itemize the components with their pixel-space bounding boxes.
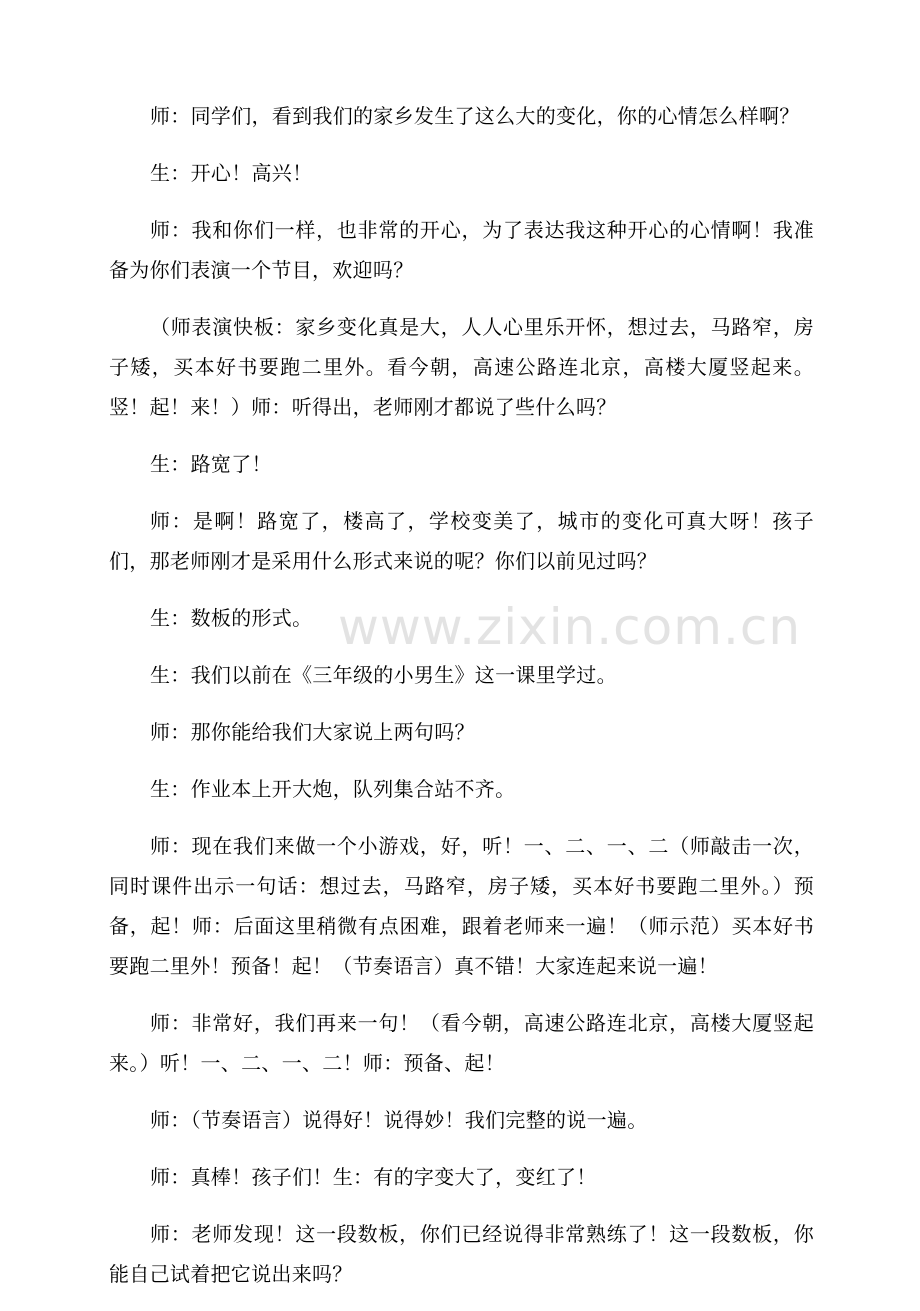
paragraph-5: 生：路宽了！ bbox=[150, 452, 272, 476]
paragraph-10: 生：作业本上开大炮，队列集合站不齐。 bbox=[150, 777, 516, 801]
paragraph-4: （师表演快板：家乡变化真是大，人人心里乐开怀，想过去，马路窄，房子矮，买本好书要跑二里外。看今朝，高速公路连北京，高楼大厦竖起来。竖！起！来！）师：听得出，老师刚才都说了些什么吗？ bbox=[109, 315, 814, 419]
paragraph-8: 生：我们以前在《三年级的小男生》这一课里学过。 bbox=[150, 663, 617, 687]
paragraph-1: 师：同学们，看到我们的家乡发生了这么大的变化，你的心情怎么样啊？ bbox=[150, 104, 800, 128]
paragraph-9: 师：那你能给我们大家说上两句吗？ bbox=[150, 720, 475, 744]
paragraph-6: 师：是啊！路宽了，楼高了，学校变美了，城市的变化可真大呀！孩子们，那老师刚才是采用什么形式来说的呢？你们以前见过吗？ bbox=[109, 509, 814, 573]
document-body bbox=[109, 96, 814, 1311]
paragraph-3: 师：我和你们一样，也非常的开心，为了表达我这种开心的心情啊！我准备为你们表演一个节目，欢迎吗？ bbox=[109, 218, 814, 282]
paragraph-13: 师：（节奏语言）说得好！说得妙！我们完整的说一遍。 bbox=[150, 1108, 648, 1132]
paragraph-14: 师：真棒！孩子们！生：有的字变大了，变红了！ bbox=[150, 1165, 597, 1189]
paragraph-2: 生：开心！高兴！ bbox=[150, 161, 313, 185]
paragraph-12: 师：非常好，我们再来一句！（看今朝，高速公路连北京，高楼大厦竖起来。）听！一、二、一、二！师：预备、起！ bbox=[109, 1011, 814, 1075]
watermark: www.zixin.com.cn bbox=[338, 598, 802, 656]
paragraph-15: 师：老师发现！这一段数板，你们已经说得非常熟练了！这一段数板，你能自己试着把它说出来吗？ bbox=[109, 1222, 814, 1286]
paragraph-11: 师：现在我们来做一个小游戏，好，听！一、二、一、二（师敲击一次，同时课件出示一句话：想过去，马路窄，房子矮，买本好书要跑二里外。）预备，起！师：后面这里稍微有点困难，跟着老师来一遍！（师示范）买本好书要跑二里外！预备！起！（节奏语言）真不错！大家连起来说一遍！ bbox=[109, 834, 814, 978]
paragraph-7: 生：数板的形式。 bbox=[150, 606, 313, 630]
